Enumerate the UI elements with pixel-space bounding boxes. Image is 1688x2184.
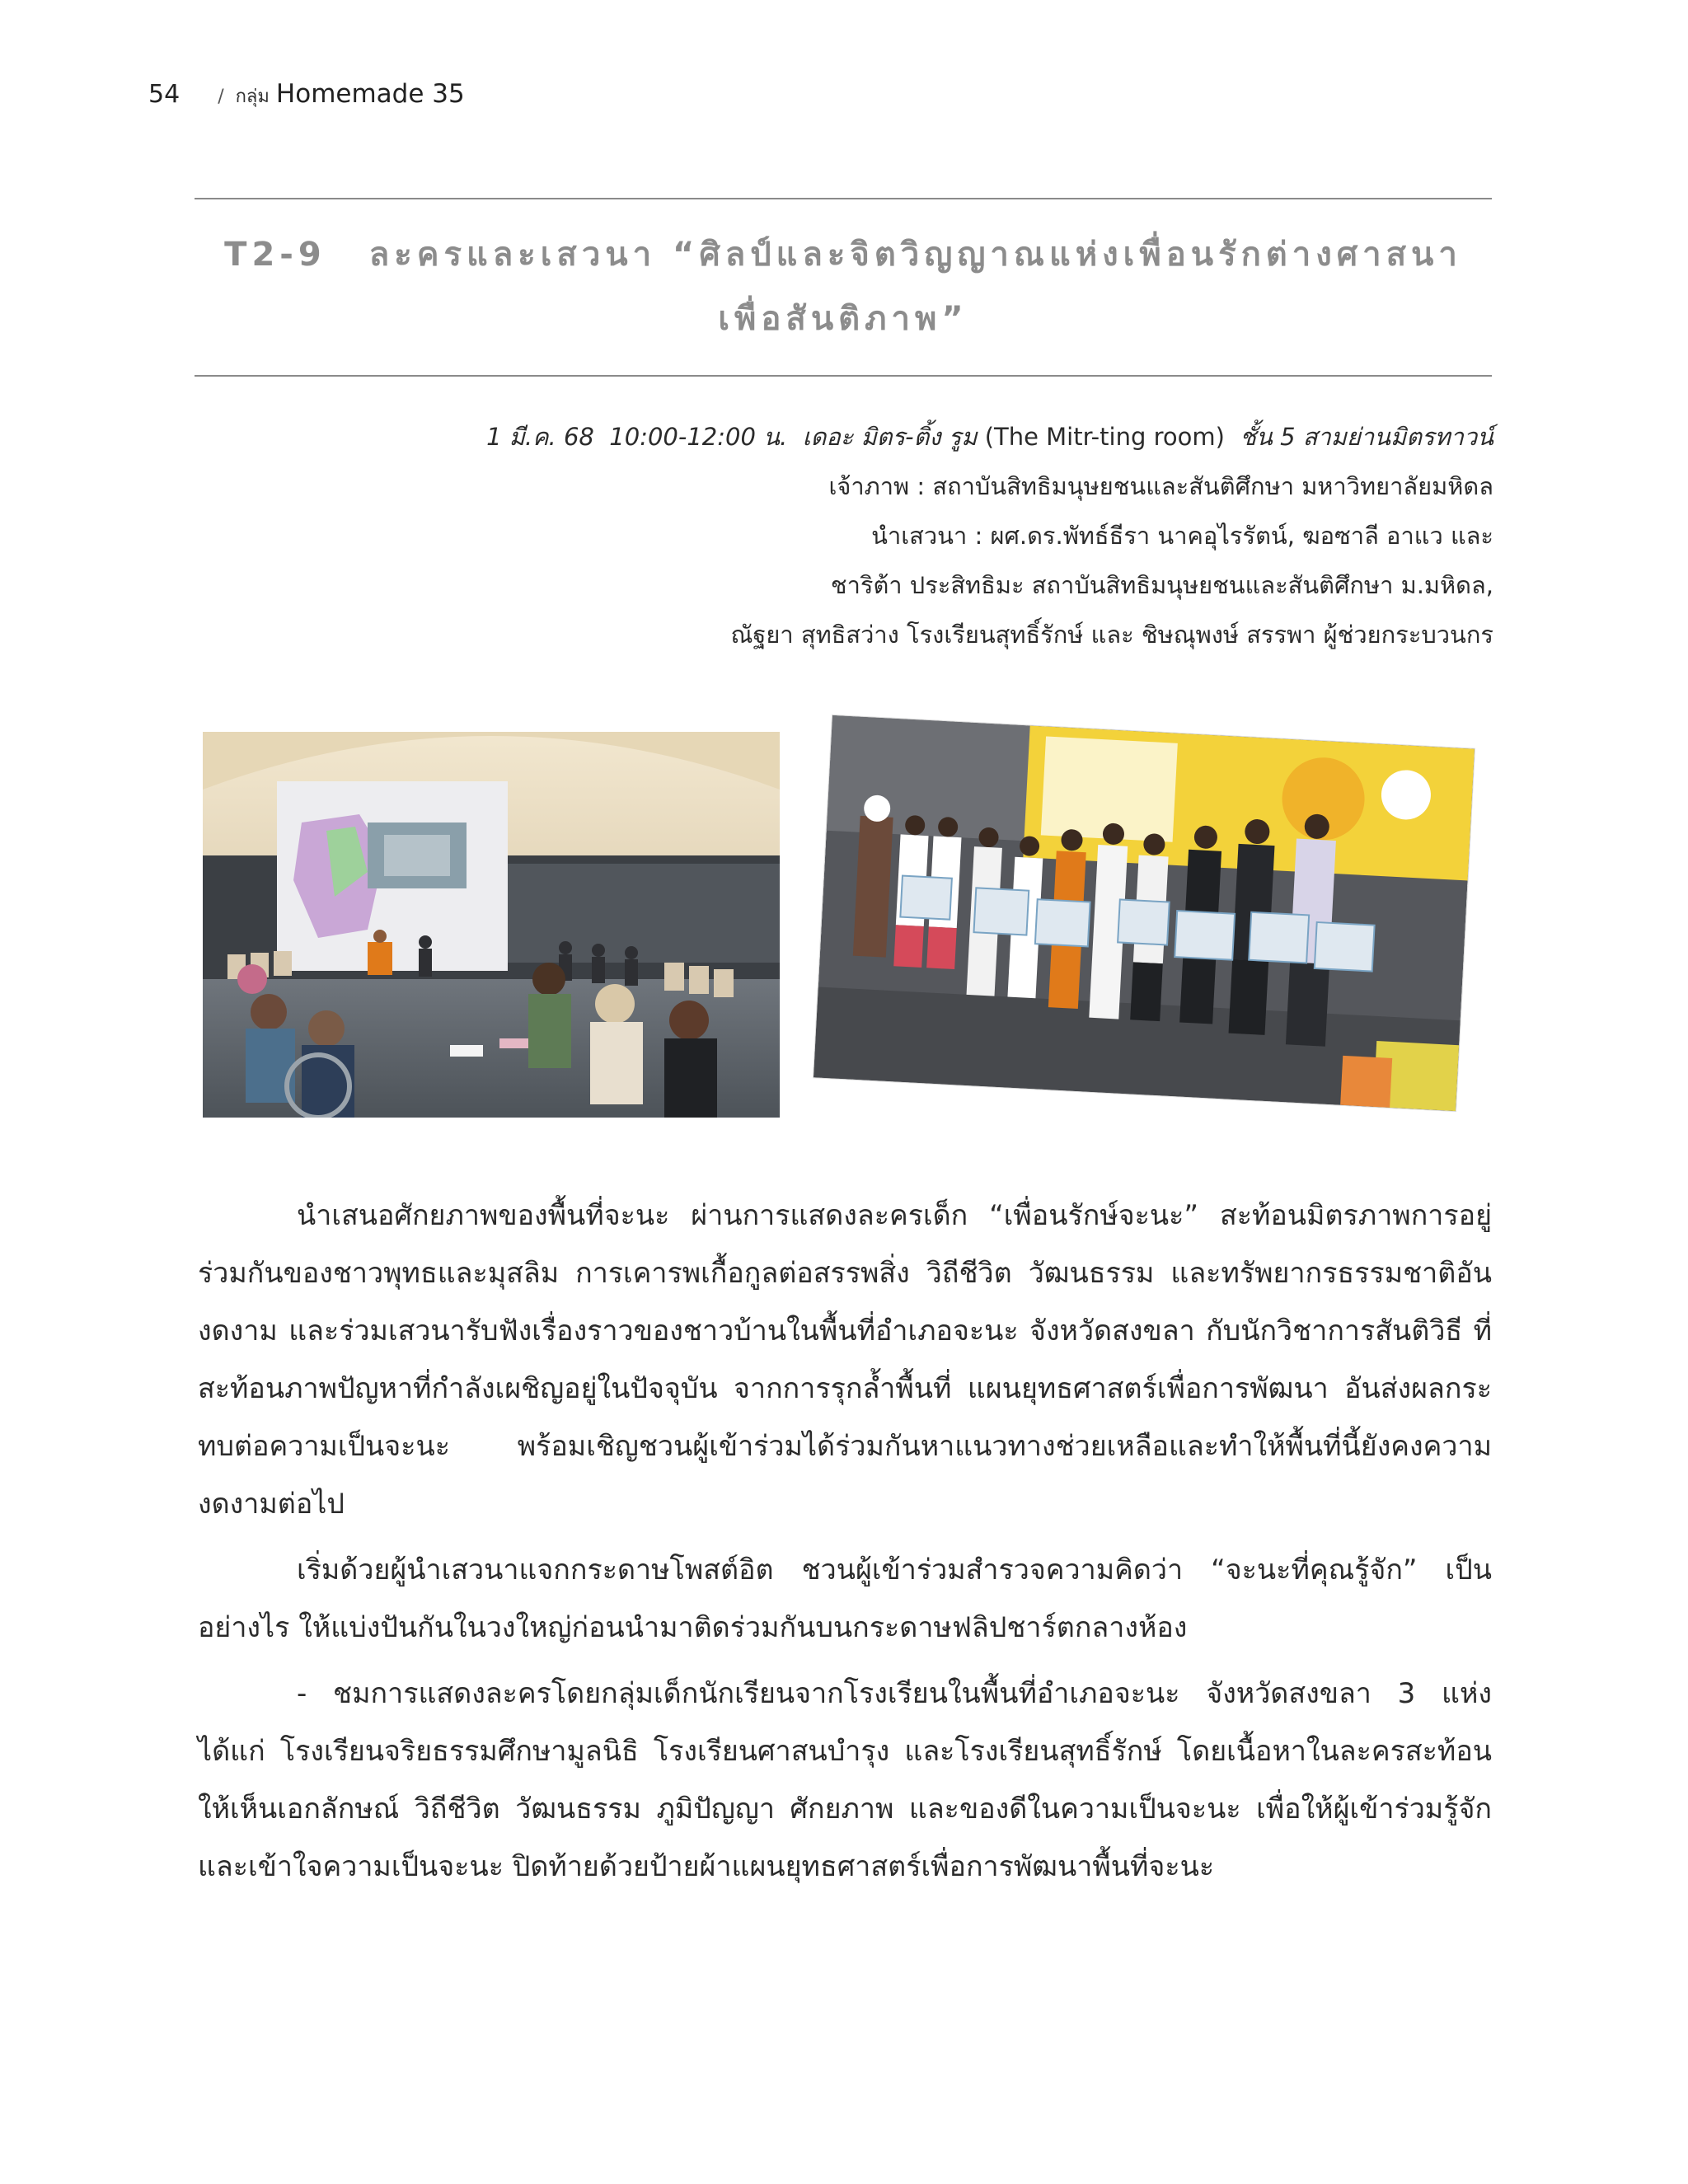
page-header: [148, 79, 465, 110]
section-code: T2-9: [224, 236, 326, 274]
section-title: [195, 223, 1492, 351]
section-title-line2: เพื่อสันติภาพ”: [718, 300, 968, 338]
event-room-en: (The Mitr-ting room): [984, 423, 1225, 451]
section-title-line1: [195, 223, 1492, 287]
event-host: เจ้าภาพ : สถาบันสิทธิมนุษยชนและสันติศึกษา มหาวิทยาลัยมหิดล: [828, 472, 1493, 500]
page-number: 54: [148, 80, 181, 109]
title-bottom-rule: [195, 375, 1492, 377]
header-group-label: กลุ่ม: [235, 87, 270, 107]
event-venue: สามย่านมิตรทาวน์: [1302, 423, 1493, 451]
event-time: 10:00-12:00 น.: [609, 423, 788, 451]
seminar-room-photo: [203, 732, 780, 1118]
event-room-thai: เดอะ มิตร-ติ้ง รูม: [802, 423, 978, 451]
event-date: 1 มี.ค. 68: [486, 423, 594, 451]
event-floor: ชั้น 5: [1240, 423, 1296, 451]
event-meta: [486, 412, 1493, 659]
paragraph-intro: นำเสนอศักยภาพของพื้นที่จะนะ ผ่านการแสดงละครเด็ก “เพื่อนรักษ์จะนะ” สะท้อนมิตรภาพการอยู่ร่วมกันของชาวพุทธและมุสลิม การเคารพเกื้อกูลต่อสรรพสิ่ง วิถีชีวิต วัฒนธรรม และทรัพยากรธรรมชาติอันงดงาม และร่วมเสวนารับฟังเรื่องราวของชาวบ้านในพื้นที่อำเภอจะนะ จังหวัดสงขลา กับนักวิชาการสันติวิธี ที่สะท้อนภาพปัญหาที่กำลังเผชิญอยู่ในปัจจุบัน จากการรุกล้ำพื้นที่ แผนยุทธศาสตร์เพื่อการพัฒนา อันส่งผลกระทบต่อความเป็นจะนะ พร้อมเชิญชวนผู้เข้าร่วมได้ร่วมกันหาแนวทางช่วยเหลือและทำให้พื้นที่นี้ยังคงความงดงามต่อไป: [198, 1199, 1492, 1521]
students-stage-photo: [814, 715, 1475, 1111]
event-presenters-2: ชาริต้า ประสิทธิมะ สถาบันสิทธิมนุษยชนและสันติศึกษา ม.มหิดล,: [830, 571, 1493, 599]
event-presenters-1: นำเสวนา : ผศ.ดร.พัทธ์ธีรา นาคอุไรรัตน์, ฆอซาลี อาแว และ: [871, 522, 1493, 550]
paragraph-play: - ชมการแสดงละครโดยกลุ่มเด็กนักเรียนจากโรงเรียนในพื้นที่อำเภอจะนะ จังหวัดสงขลา 3 แห่ง ได้แก่ โรงเรียนจริยธรรมศึกษามูลนิธิ โรงเรียนศาสนบำรุง และโรงเรียนสุทธิ์รักษ์ โดยเนื้อหาในละครสะท้อนให้เห็นเอกลักษณ์ วิถีชีวิต วัฒนธรรม ภูมิปัญญา ศักยภาพ และของดีในความเป็นจะนะ เพื่อให้ผู้เข้าร่วมรู้จักและเข้าใจความเป็นจะนะ ปิดท้ายด้วยป้ายผ้าแผนยุทธศาสตร์เพื่อการพัฒนาพื้นที่จะนะ: [198, 1677, 1492, 1883]
event-presenters-3: ณัฐยา สุทธิสว่าง โรงเรียนสุทธิ์รักษ์ และ ชิษณุพงษ์ สรรพา ผู้ช่วยกระบวนกร: [730, 621, 1493, 649]
section-title-text1: ละครและเสวนา “ศิลป์และจิตวิญญาณแห่งเพื่อนรักต่างศาสนา: [368, 236, 1462, 274]
body-text: [198, 1187, 1492, 1904]
event-datetime-line: [486, 412, 1493, 462]
header-group-name: Homemade 35: [275, 79, 465, 109]
title-top-rule: [195, 198, 1492, 199]
header-separator: /: [218, 87, 224, 107]
paragraph-postit: เริ่มด้วยผู้นำเสวนาแจกกระดาษโพสต์อิต ชวนผู้เข้าร่วมสำรวจความคิดว่า “จะนะที่คุณรู้จัก” เป็นอย่างไร ให้แบ่งปันกันในวงใหญ่ก่อนนำมาติดร่วมกันบนกระดาษฟลิปชาร์ตกลางห้อง: [198, 1554, 1492, 1644]
